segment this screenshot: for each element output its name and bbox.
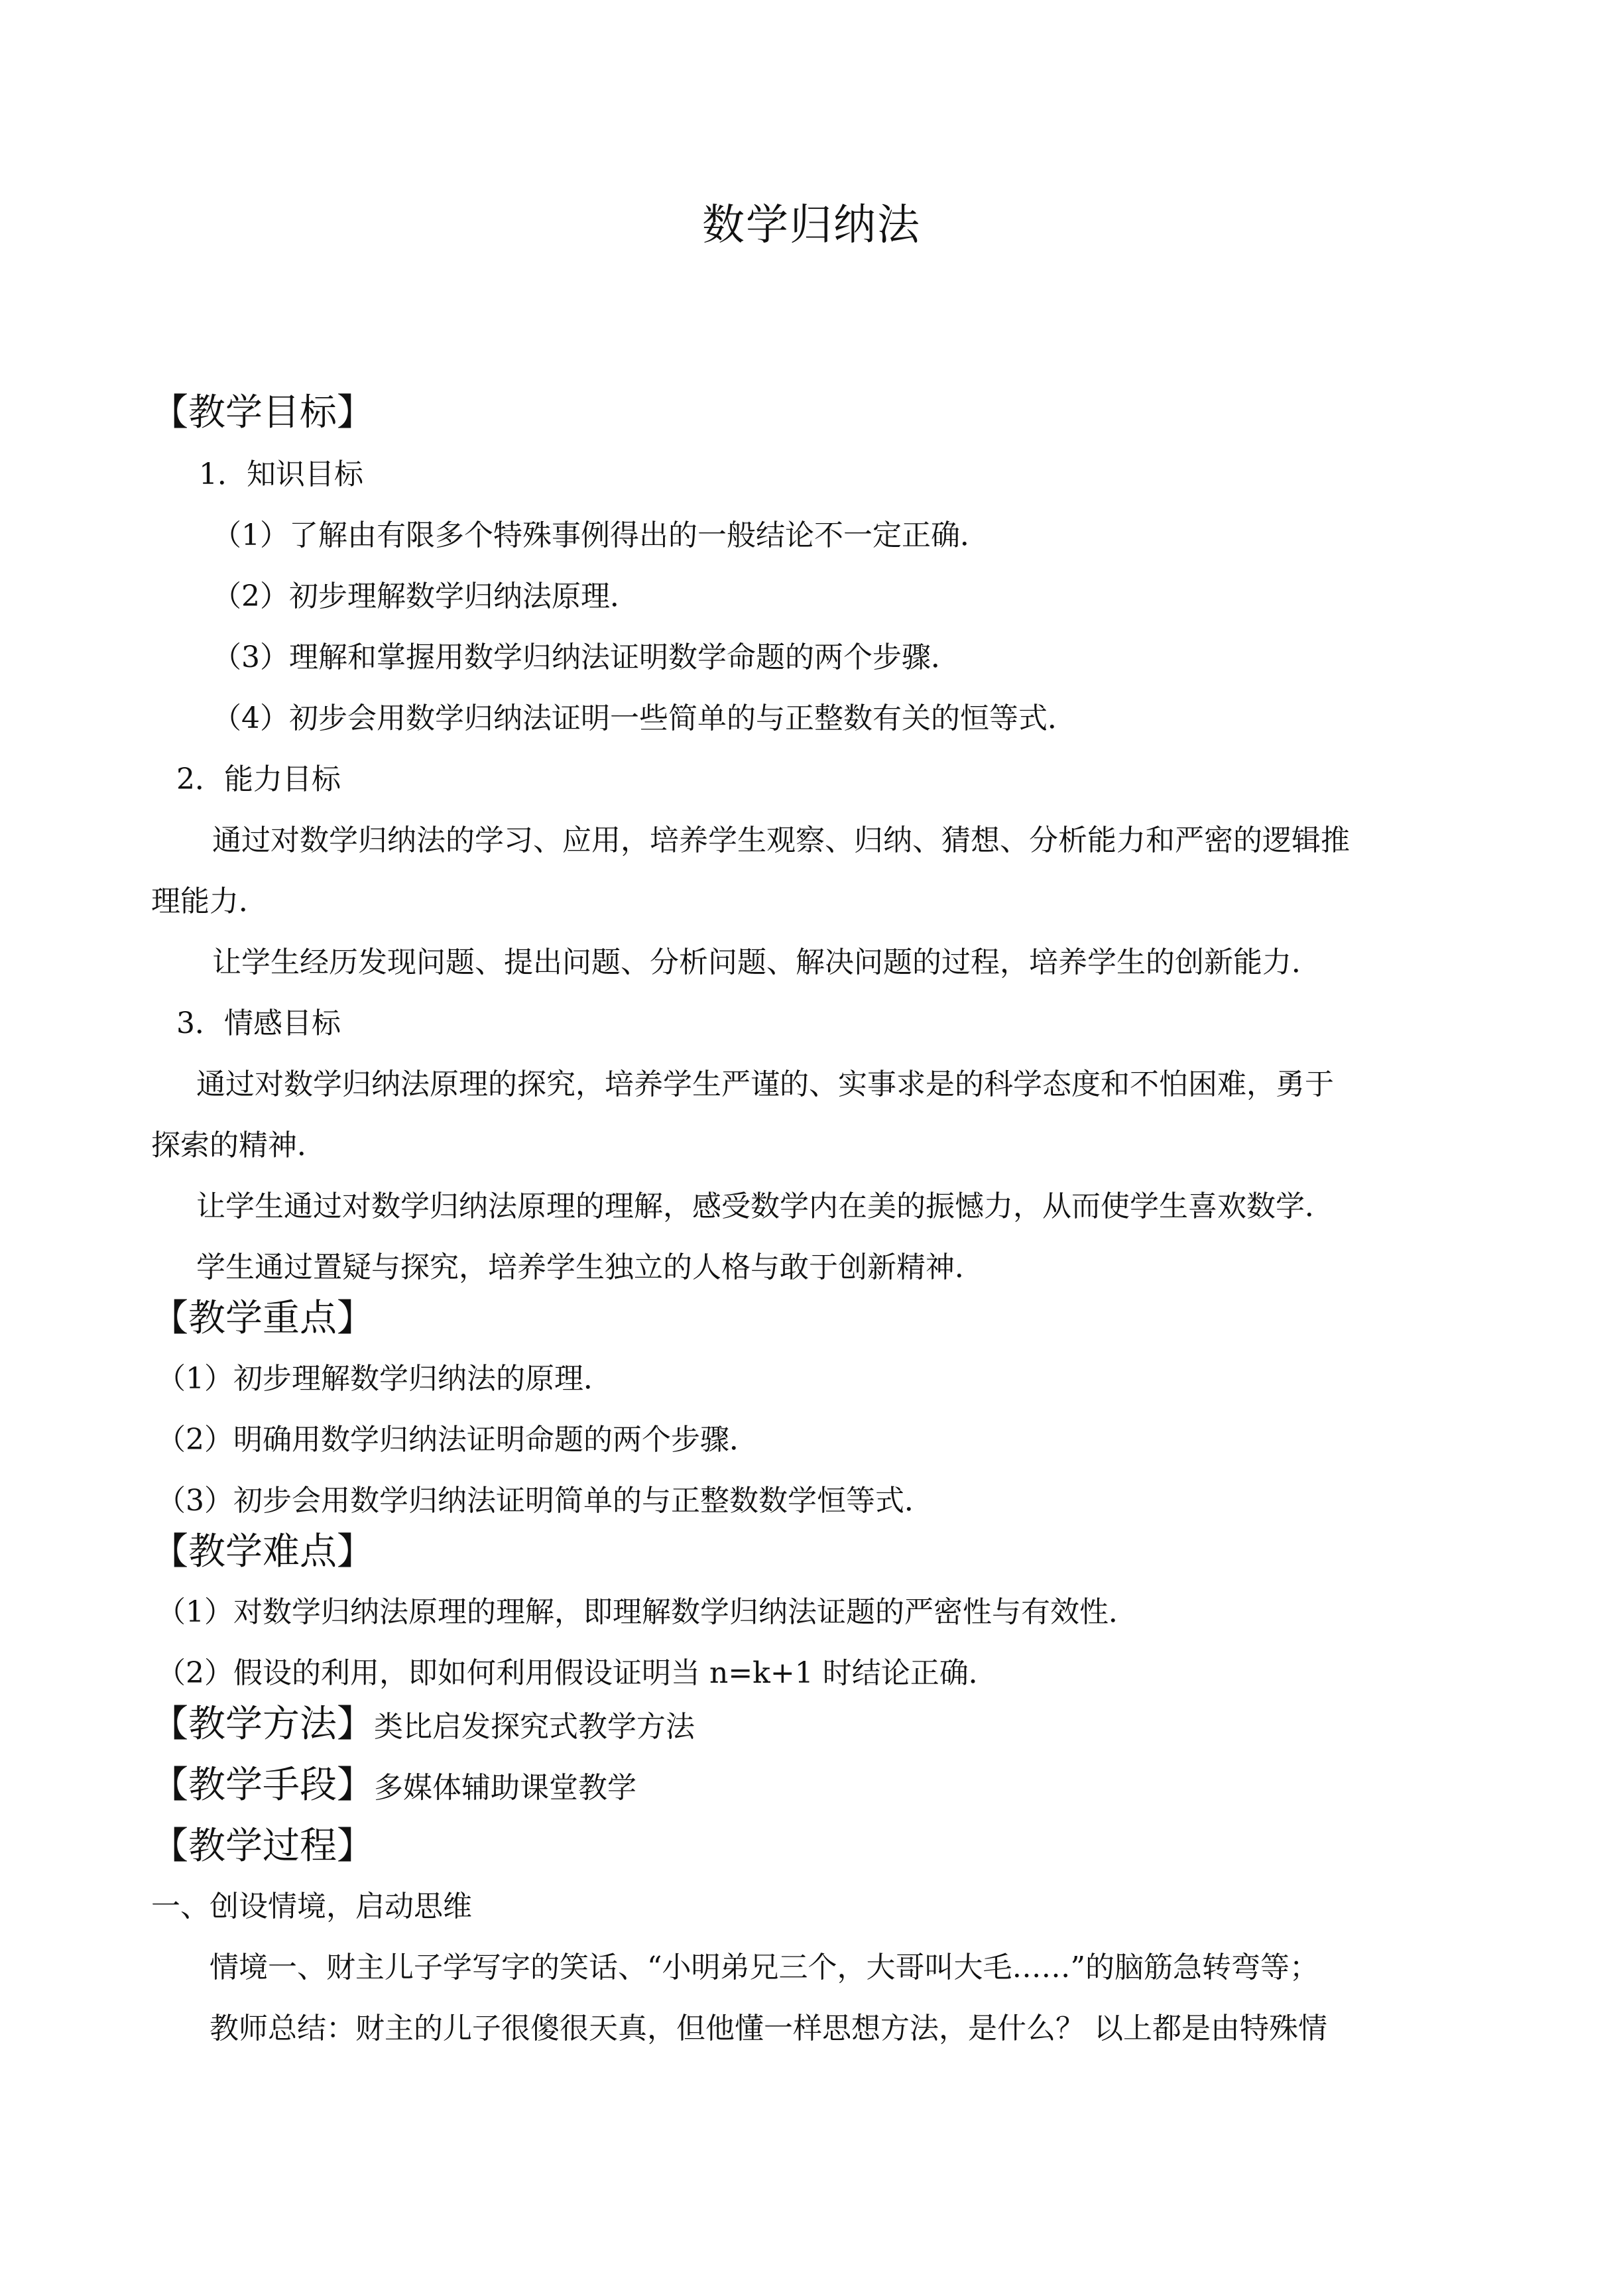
heading-method: 【教学方法】: [151, 1703, 374, 1746]
means-row: [151, 1762, 636, 1811]
knowledge-item-2: （2）初步理解数学归纳法原理．: [212, 579, 639, 613]
knowledge-item-3: （3）理解和掌握用数学归纳法证明数学命题的两个步骤．: [212, 640, 960, 674]
key-point-item-2: （2）明确用数学归纳法证明命题的两个步骤．: [156, 1423, 758, 1457]
heading-key-points: 【教学重点】: [151, 1297, 374, 1340]
knowledge-item-4: （4）初步会用数学归纳法证明一些简单的与正整数有关的恒等式．: [212, 701, 1077, 735]
process-step-1: 一、创设情境，启动思维: [151, 1890, 472, 1923]
heading-process: 【教学过程】: [151, 1825, 374, 1868]
process-scenario: 情境一、财主儿子学写字的笑话、“小明弟兄三个，大哥叫大毛……”的脑筋急转弯等；: [210, 1951, 1319, 1984]
key-point-item-3: （3）初步会用数学归纳法证明简单的与正整数数学恒等式．: [156, 1484, 933, 1518]
ability-paragraph-1-line-2: 理能力．: [151, 884, 268, 918]
emotion-paragraph-3: 学生通过置疑与探究，培养学生独立的人格与敢于创新精神．: [196, 1250, 984, 1284]
emotion-paragraph-1-line-2: 探索的精神．: [151, 1128, 326, 1162]
emotion-paragraph-1-line-1: 通过对数学归纳法原理的探究，培养学生严谨的、实事求是的科学态度和不怕困难，勇于: [196, 1067, 1334, 1101]
label-knowledge-objective: 1．知识目标: [199, 457, 363, 491]
heading-objectives: 【教学目标】: [151, 391, 374, 434]
heading-means: 【教学手段】: [151, 1764, 374, 1807]
key-point-item-1: （1）初步理解数学归纳法的原理．: [156, 1362, 613, 1396]
difficulty-item-1: （1）对数学归纳法原理的理解，即理解数学归纳法证题的严密性与有效性．: [156, 1595, 1138, 1629]
label-ability-objective: 2．能力目标: [176, 762, 341, 796]
knowledge-item-1: （1）了解由有限多个特殊事例得出的一般结论不一定正确．: [212, 518, 989, 552]
method-text: 类比启发探究式教学方法: [374, 1710, 695, 1744]
means-text: 多媒体辅助课堂教学: [374, 1771, 636, 1805]
heading-difficulties: 【教学难点】: [151, 1530, 374, 1573]
emotion-paragraph-2: 让学生通过对数学归纳法原理的理解，感受数学内在美的振憾力，从而使学生喜欢数学．: [196, 1189, 1334, 1223]
ability-paragraph-2: 让学生经历发现问题、提出问题、分析问题、解决问题的过程，培养学生的创新能力．: [212, 945, 1321, 979]
difficulty-item-2: （2）假设的利用，即如何利用假设证明当 n=k+1 时结论正确．: [156, 1656, 998, 1690]
label-emotion-objective: 3．情感目标: [176, 1006, 341, 1040]
page-title: 数学归纳法: [702, 201, 921, 250]
process-summary: 教师总结：财主的儿子很傻很天真，但他懂一样思想方法，是什么？ 以上都是由特殊情: [210, 2012, 1327, 2045]
method-row: [151, 1701, 695, 1750]
ability-paragraph-1-line-1: 通过对数学归纳法的学习、应用，培养学生观察、归纳、猜想、分析能力和严密的逻辑推: [212, 823, 1350, 857]
